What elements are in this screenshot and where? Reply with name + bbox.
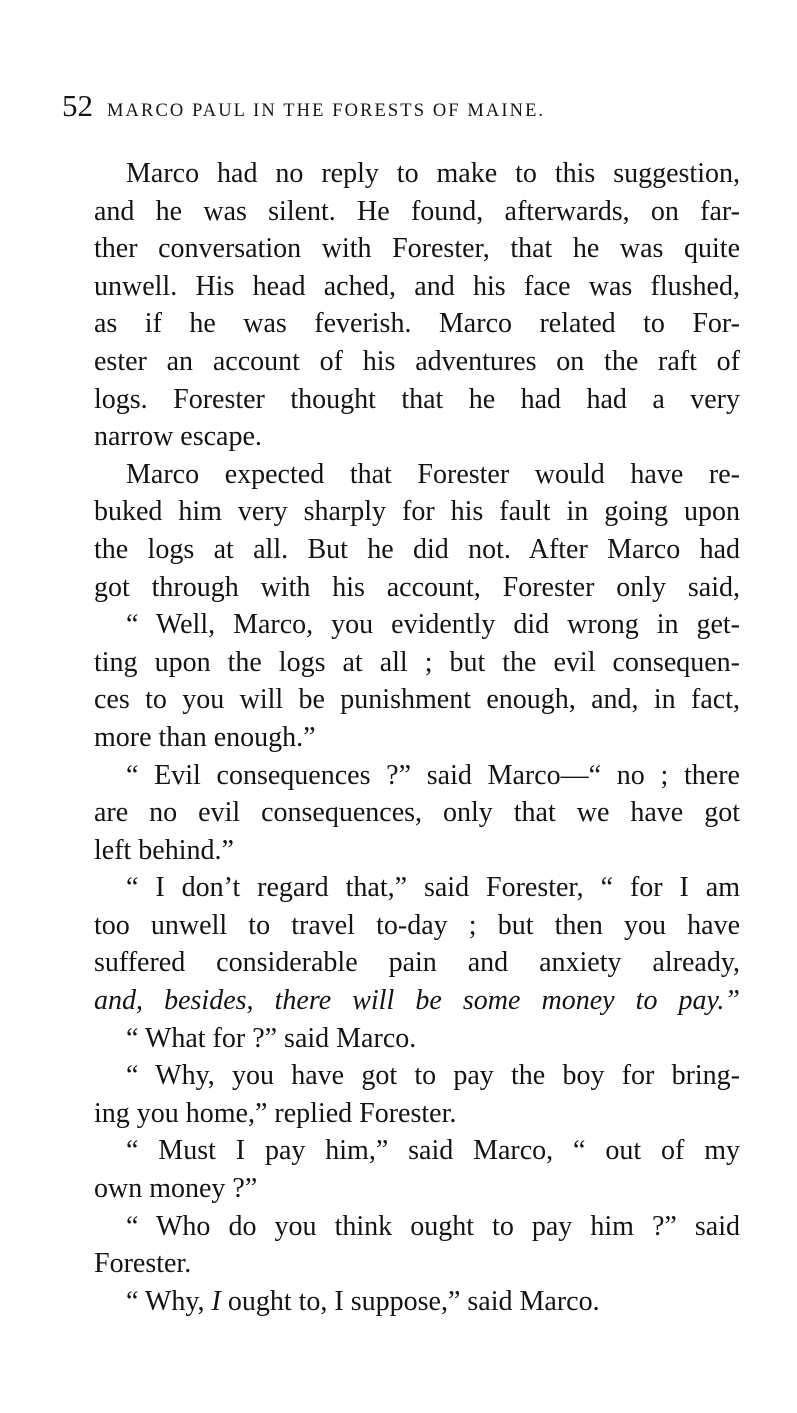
running-head [62,88,742,128]
text-line: “ What for ?” said Marco. [126,1022,417,1054]
body-text [62,155,740,1320]
text-line: narrow escape. [94,421,262,453]
paragraph [62,1132,740,1207]
text-line: suffered considerable pain and anxiety already, [94,947,740,979]
text-line: “ Why, you have got to pay the boy for bring- [126,1060,740,1092]
text-line: left behind.” [94,834,234,866]
page-number: 52 [62,88,93,123]
italic-line: and, besides, there will be some money to pay.” [94,985,740,1017]
text-line: ing you home,” replied Forester. [94,1097,457,1129]
text-line: and he was silent. He found, afterwards, on far- [94,195,740,227]
line-end: ought to, I suppose,” said Marco. [220,1285,600,1317]
text-line: “ I don’t regard that,” said Forester, “ for I am [126,872,740,904]
text-line: more than enough.” [94,721,316,753]
paragraph [62,155,740,456]
paragraph [62,1020,740,1058]
text-line: are no evil consequences, only that we have got [94,797,740,829]
text-line: ces to you will be punishment enough, and, in fact, [94,684,740,716]
text-line: Marco had no reply to make to this suggestion, [126,158,740,189]
paragraph [62,869,740,1019]
text-line: buked him very sharply for his fault in going upon [94,496,740,528]
paragraph [62,606,740,756]
text-line [62,982,740,1020]
text-line: “ Evil consequences ?” said Marco—“ no ; there [126,759,740,791]
text-line: “ Must I pay him,” said Marco, “ out of my [126,1135,740,1167]
text-line: “ Who do you think ought to pay him ?” said [126,1210,740,1242]
text-line: the logs at all. But he did not. After Marco had [94,533,740,565]
text-line: Marco expected that Forester would have re- [126,458,740,490]
text-line: logs. Forester thought that he had had a very [94,383,740,415]
text-line: ther conversation with Forester, that he was quite [94,233,740,265]
text-line [62,1283,740,1321]
text-line: ester an account of his adventures on the raft of [94,345,740,377]
running-title: MARCO PAUL IN THE FORESTS OF MAINE. [107,101,546,121]
text-line: own money ?” [94,1173,258,1205]
paragraph [62,1057,740,1132]
text-line: too unwell to travel to-day ; but then you have [94,909,740,941]
paragraph [62,757,740,870]
text-line: “ Well, Marco, you evidently did wrong in get- [126,609,740,641]
text-line: ting upon the logs at all ; but the evil consequen- [94,646,740,678]
italic-word: I [211,1285,221,1317]
text-line: Forester. [94,1248,192,1280]
paragraph [62,1283,740,1321]
text-line: as if he was feverish. Marco related to For- [94,308,740,340]
paragraph [62,456,740,606]
line-start: “ Why, [126,1285,212,1317]
paragraph [62,1208,740,1283]
text-line: unwell. His head ached, and his face was flushed, [94,270,740,302]
text-line: got through with his account, Forester only said, [94,571,740,603]
